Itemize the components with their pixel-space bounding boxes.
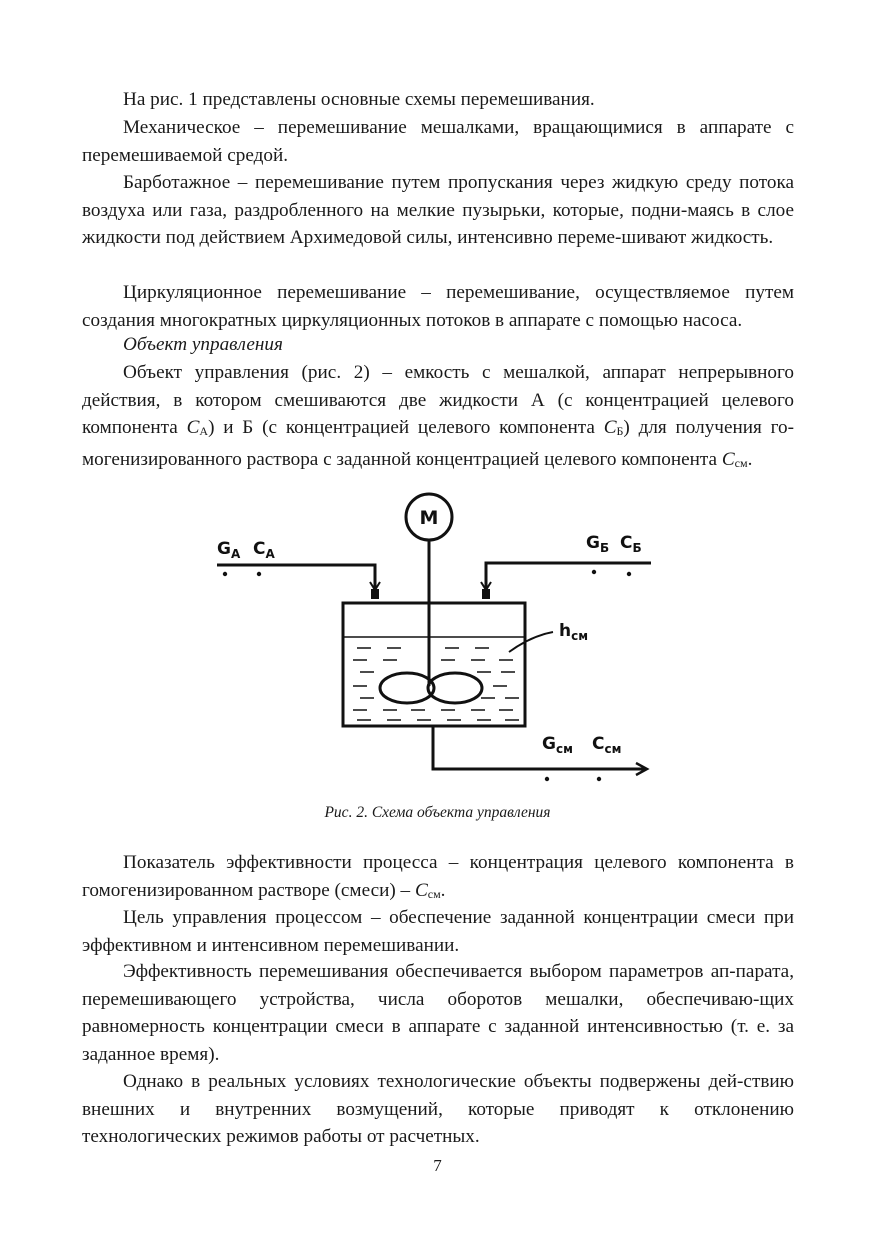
level-leader-line: [509, 632, 553, 652]
paragraph-mixing-schemes: На рис. 1 представлены основные схемы перемешивания.: [123, 89, 595, 110]
liquid-pattern: [353, 648, 519, 720]
paragraph-control-object: Объект управления (рис. 2) – емкость с мешалкой, аппарат непрерывного действия, в котором смешиваются две жидкости А (с концентрацией целевого компонента $C_А$) и Б (с концентрацией целевого компонента $C_Б$) для получения го-могенизированного раствора с заданной концентрацией целевого компонента $C_{см}$.: [82, 362, 795, 470]
label-c-sm: $C_{см}$: [592, 734, 622, 756]
marker-dot: [592, 570, 596, 574]
impeller-blade-left: [380, 673, 434, 703]
label-h-sm: $h_{см}$: [559, 621, 589, 643]
inlet-pipe-a: [217, 565, 375, 590]
paragraph-bubbling: Барботажное – перемешивание путем пропускания через жидкую среду потока воздуха или газа, раздробленного на мелкие пузырьки, которые, подни-маясь в слое жидкости под действием Архимедовой силы, интенсивно переме-шивают жидкость.: [82, 172, 794, 249]
label-g-sm: $G_{см}$: [542, 734, 573, 756]
label-c-a: $C_А$: [253, 539, 275, 561]
paragraph-mechanical: Механическое – перемешивание мешалками, вращающимися в аппарате с перемешиваемой средой.: [82, 117, 794, 166]
marker-dot: [597, 777, 601, 781]
paragraph-efficiency-indicator: Показатель эффективности процесса – концентрация целевого компонента в гомогенизированном растворе (смеси) – $C_{см}$.: [82, 852, 794, 901]
section-heading-control-object: Объект управления: [123, 334, 283, 355]
marker-dot: [545, 777, 549, 781]
paragraph-mixing-efficiency: Эффективность перемешивания обеспечивается выбором параметров ап-парата, перемешивающего устройства, числа оборотов мешалки, обеспечиваю-щих равномерность концентрации смеси в аппарате с заданной интенсивностью (т. е. за заданное время).: [82, 961, 794, 1065]
inlet-pipe-b: [486, 563, 651, 590]
mixing-vessel-diagram: [195, 490, 675, 790]
marker-dot: [223, 572, 227, 576]
label-g-a: $G_А$: [217, 539, 241, 561]
vessel-body: [343, 603, 525, 726]
label-g-b: $G_Б$: [586, 533, 610, 555]
motor-label: М: [419, 507, 439, 529]
impeller-blade-right: [428, 673, 482, 703]
paragraph-control-goal: Цель управления процессом – обеспечение заданной концентрации смеси при эффективном и интенсивном перемешивании.: [82, 907, 794, 956]
figure-caption: Рис. 2. Схема объекта управления: [324, 804, 551, 821]
paragraph-circulation: Циркуляционное перемешивание – перемешивание, осуществляемое путем создания многократных циркуляционных потоков в аппарате с помощью насоса.: [82, 282, 794, 331]
label-c-b: $C_Б$: [620, 533, 642, 555]
marker-dot: [627, 572, 631, 576]
page-number: 7: [433, 1156, 442, 1175]
marker-dot: [257, 572, 261, 576]
paragraph-disturbances: Однако в реальных условиях технологические объекты подвержены дей-ствию внешних и внутренних возмущений, которые приводят к отклонению технологических режимов работы от расчетных.: [82, 1071, 794, 1148]
